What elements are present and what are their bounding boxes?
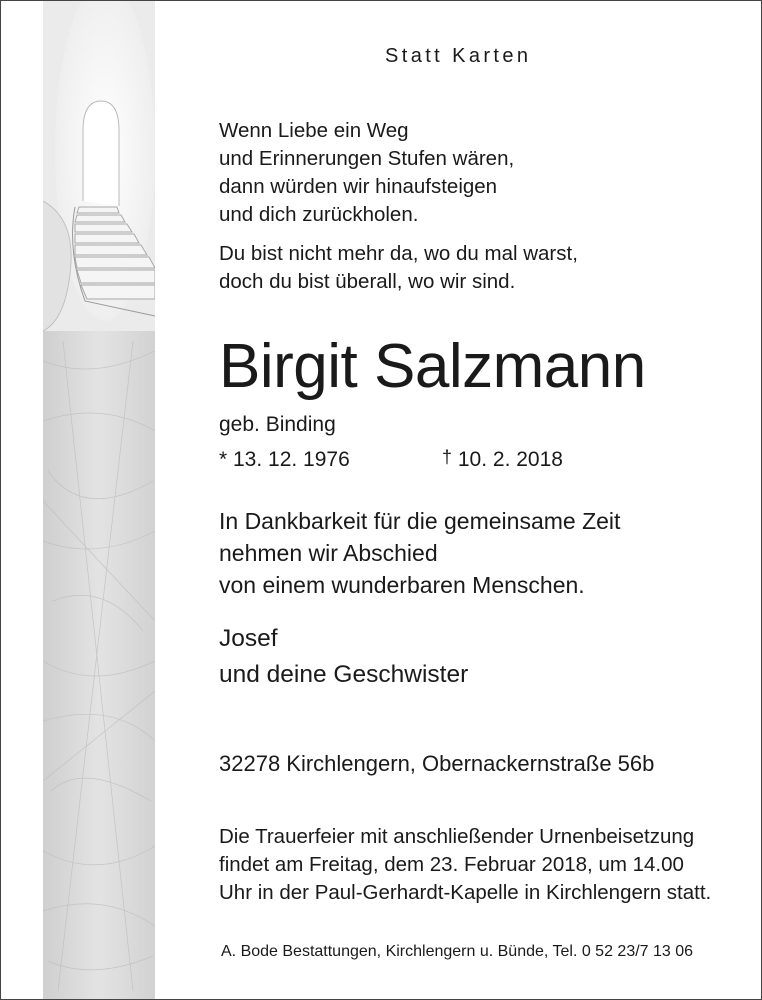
deceased-name: Birgit Salzmann <box>219 332 646 401</box>
signatory-line: und deine Geschwister <box>219 661 469 688</box>
funeral-line: Die Trauerfeier mit anschließender Urnenbeisetzung <box>219 825 695 848</box>
gratitude-line: In Dankbarkeit für die gemeinsame Zeit <box>219 508 621 534</box>
gratitude-line: von einem wunderbaren Menschen. <box>219 572 585 598</box>
funeral-line: Uhr in der Paul-Gerhardt-Kapelle in Kirchlengern statt. <box>219 881 712 904</box>
stairway-illustration <box>43 1 155 999</box>
funeral-line: findet am Freitag, dem 23. Februar 2018, um 14.00 <box>219 853 684 876</box>
poem-line: Du bist nicht mehr da, wo du mal warst, <box>219 242 578 265</box>
maiden-name: geb. Binding <box>219 413 336 436</box>
poem-line: und dich zurückholen. <box>219 203 419 226</box>
header-statt-karten: Statt Karten <box>385 45 532 67</box>
birth-date: * 13. 12. 1976 <box>219 448 350 471</box>
poem-line: und Erinnerungen Stufen wären, <box>219 147 515 170</box>
poem-line: Wenn Liebe ein Weg <box>219 119 409 142</box>
death-date-line <box>442 449 563 470</box>
gratitude-line: nehmen wir Abschied <box>219 540 438 566</box>
signatory-line: Josef <box>219 625 278 652</box>
poem-line: doch du bist überall, wo wir sind. <box>219 270 516 293</box>
decorative-stairway-strip <box>43 1 155 999</box>
cross-icon: † <box>442 447 453 467</box>
undertaker-line: A. Bode Bestattungen, Kirchlengern u. Bünde, Tel. 0 52 23/7 13 06 <box>221 943 694 960</box>
address: 32278 Kirchlengern, Obernackernstraße 56b <box>219 751 655 776</box>
death-date: 10. 2. 2018 <box>457 448 563 471</box>
poem-line: dann würden wir hinaufsteigen <box>219 175 498 198</box>
